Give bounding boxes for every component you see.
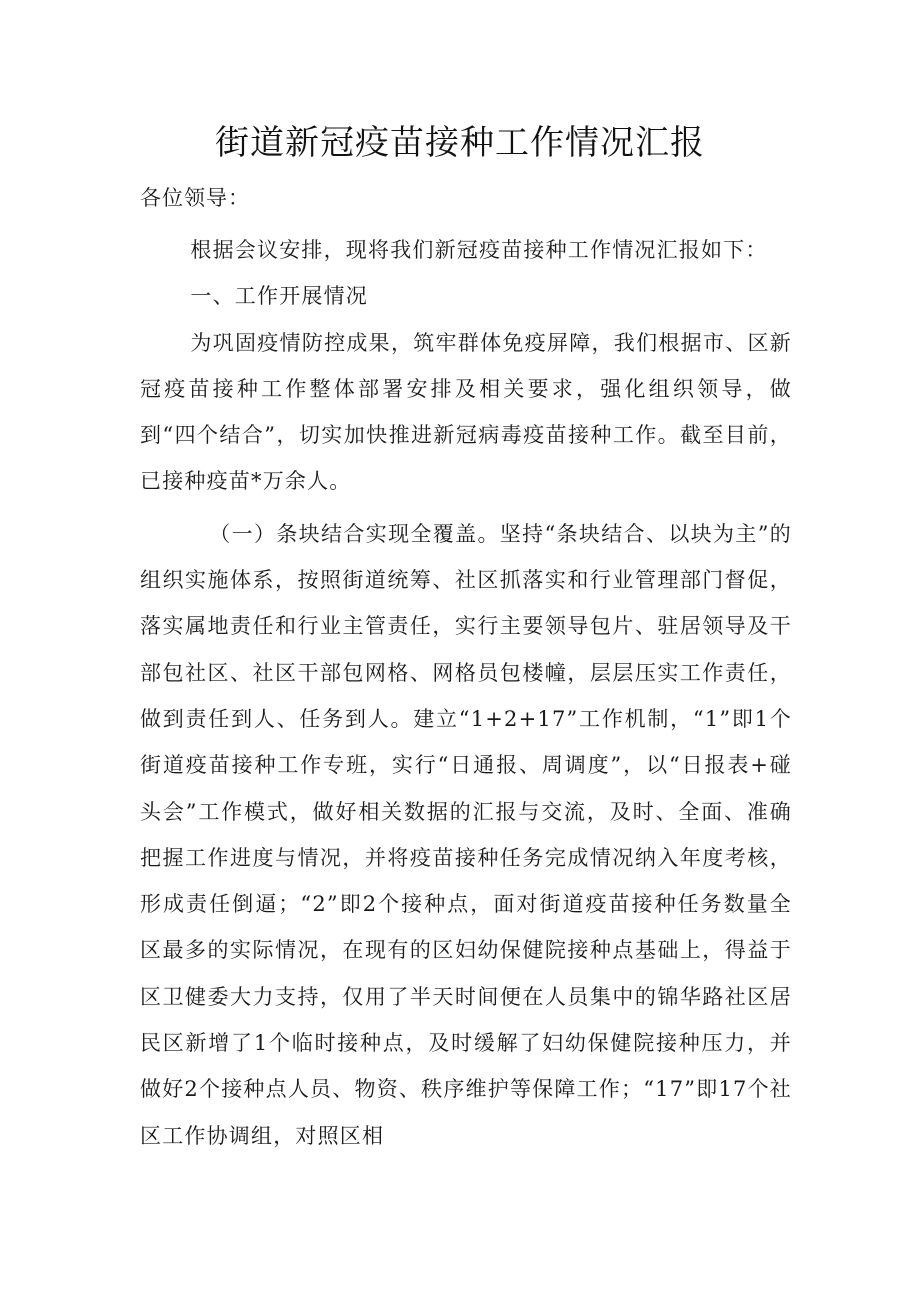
body-paragraph: 为巩固疫情防控成果，筑牢群体免疫屏障，我们根据市、区新冠疫苗接种工作整体部署安排及相关要求，强化组织领导，做到“四个结合”，切实加快推进新冠病毒疫苗接种工作。截至目前，已接种疫苗*万余人。	[140, 330, 792, 494]
intro-paragraph: 根据会议安排，现将我们新冠疫苗接种工作情况汇报如下：	[190, 238, 768, 262]
document-body	[140, 227, 792, 1159]
document-title: 街道新冠疫苗接种工作情况汇报	[215, 123, 705, 163]
body-paragraph: （一）条块结合实现全覆盖。坚持“条块结合、以块为主”的组织实施体系，按照街道统筹、社区抓落实和行业管理部门督促，落实属地责任和行业主管责任，实行主要领导包片、驻居领导及干部包社区、社区干部包网格、网格员包楼幢，层层压实工作责任，做到责任到人、任务到人。建立“1+2+17”工作机制，“1”即1个街道疫苗接种工作专班，实行“日通报、周调度”，以“日报表+碰头会”工作模式，做好相关数据的汇报与交流，及时、全面、准确把握工作进度与情况，并将疫苗接种任务完成情况纳入年度考核，形成责任倒逼；“2”即2个接种点，面对街道疫苗接种任务数量全区最多的实际情况，在现有的区妇幼保健院接种点基础上，得益于区卫健委大力支持，仅用了半天时间便在人员集中的锦华路社区居民区新增了1个临时接种点，及时缓解了妇幼保健院接种压力，并做好2个接种点人员、物资、秩序维护等保障工作；“17”即17个社区工作协调组，对照区相	[140, 521, 792, 1148]
salutation: 各位领导：	[140, 186, 250, 210]
section-heading: 一、工作开展情况	[190, 284, 368, 309]
